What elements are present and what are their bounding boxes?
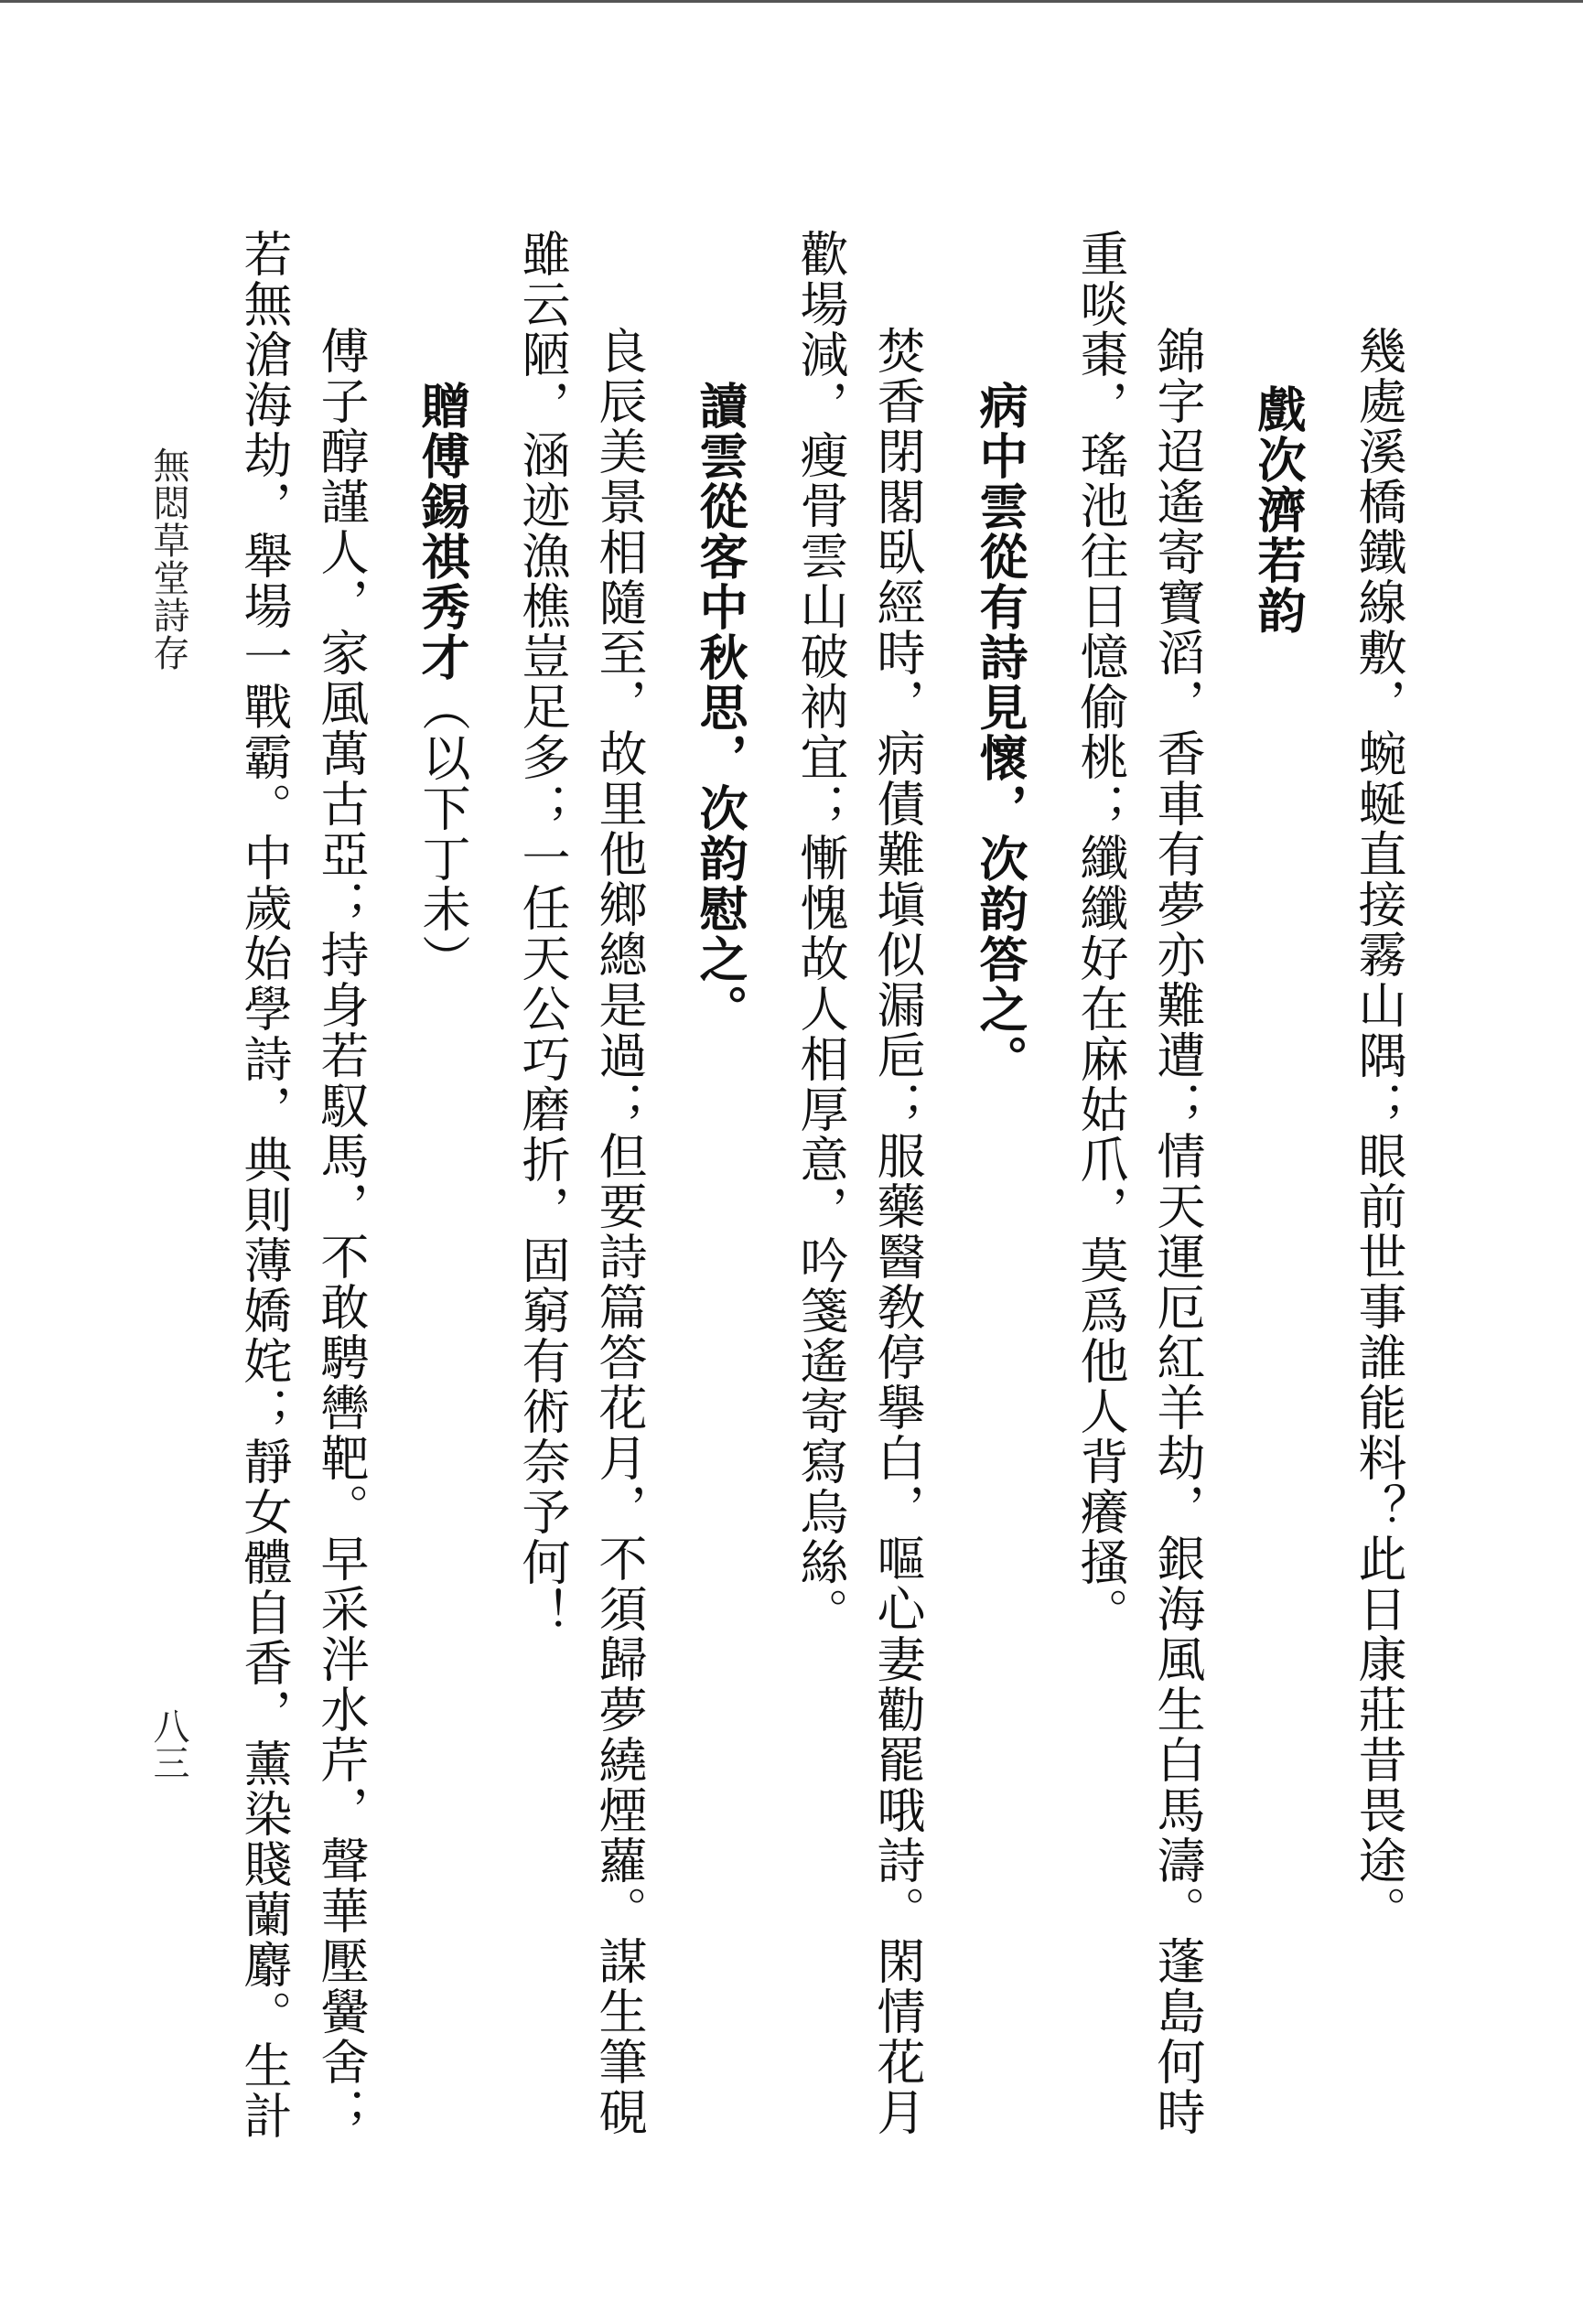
poem-title-1: 戲次濟若韵 xyxy=(1250,384,1307,636)
poem-line-5: 歡場減，瘦骨雲山破衲宜；慚愧故人相厚意，吟箋遙寄寫烏絲。 xyxy=(792,229,848,1638)
poem-line-4: 焚香閉閣臥經時，病債難塡似漏巵；服藥醫敎停擧白，嘔心妻勸罷哦詩。閑情花月 xyxy=(869,326,925,2137)
poem-title-4 xyxy=(414,381,470,984)
poem-line-6: 良辰美景相隨至，故里他鄉總是過；但要詩篇答花月，不須歸夢繞煙蘿。謀生筆硯 xyxy=(591,326,647,2137)
poem-title-2: 病中雲從有詩見懷，次韵答之。 xyxy=(972,381,1028,1085)
poem-line-7: 雖云陋，涵迹漁樵豈足多；一任天公巧磨折，固窮有術奈予何！ xyxy=(514,229,570,1638)
poem-title-4-text: 贈傅錫祺秀才 xyxy=(414,381,470,683)
poem-line-1: 幾處溪橋鐵線敷，蜿蜒直接霧山隅；眼前世事誰能料？此日康莊昔畏途。 xyxy=(1351,326,1406,1936)
page-top-rule xyxy=(0,0,1583,3)
poem-title-4-note: （以下丁未） xyxy=(415,683,470,984)
poem-line-3: 重啖棗，瑤池往日憶偷桃；纖纖好在麻姑爪，莫爲他人背癢搔。 xyxy=(1072,229,1128,1638)
poem-line-2: 錦字迢遙寄寶滔，香車有夢亦難遭；情天運厄紅羊劫，銀海風生白馬濤。蓬島何時 xyxy=(1149,326,1205,2137)
poem-title-3: 讀雲從客中秋思，次韵慰之。 xyxy=(692,381,748,1035)
poem-line-8: 傅子醇謹人，家風萬古亞；持身若馭馬，不敢騁轡靶。早采泮水芹，聲華壓黌舍； xyxy=(313,326,369,2137)
poem-line-9: 若無滄海劫，舉場一戰霸。中歲始學詩，典則薄嬌姹；靜女體自香，薰染賤蘭麝。生計 xyxy=(236,229,292,2141)
page-number: 八三 xyxy=(147,1707,189,1781)
book-title: 無悶草堂詩存 xyxy=(147,447,189,672)
